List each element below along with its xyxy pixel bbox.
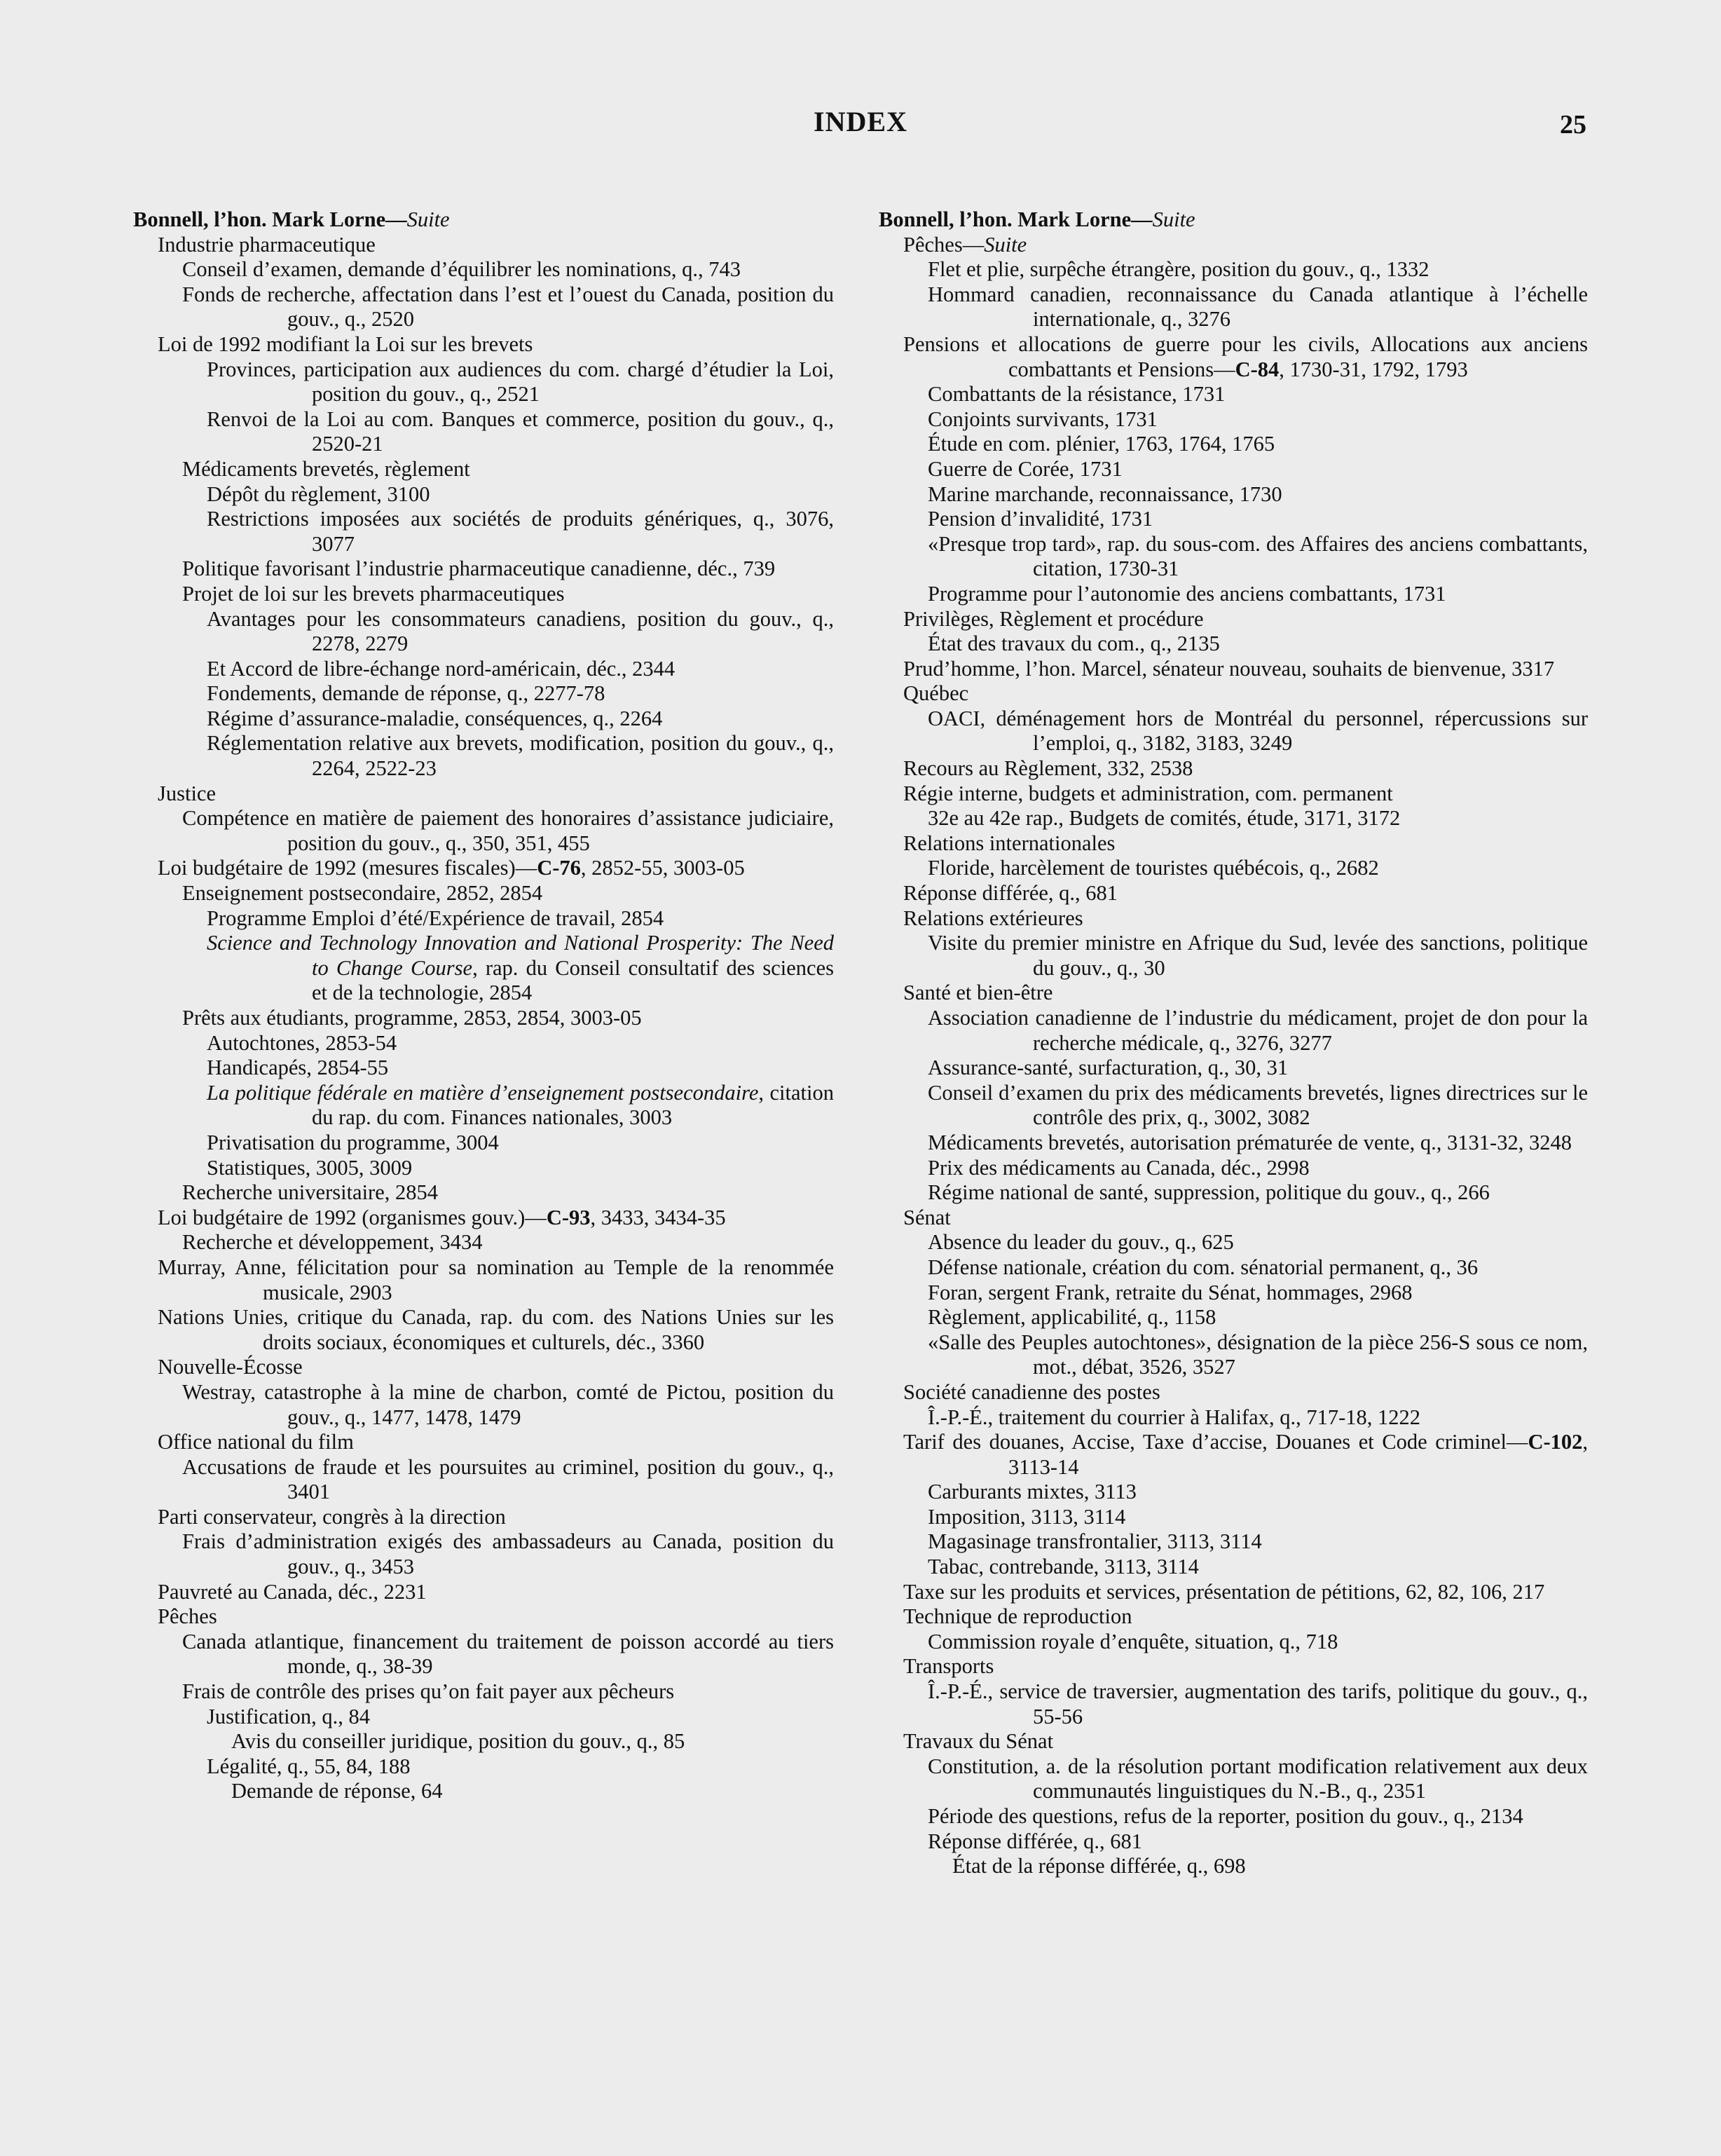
entry-text: Loi de 1992 modifiant la Loi sur les brevets	[158, 332, 533, 356]
index-entry	[182, 1380, 834, 1430]
index-entry	[158, 782, 834, 807]
index-entry	[928, 1405, 1588, 1431]
index-entry	[928, 532, 1588, 582]
index-entry	[207, 1754, 834, 1780]
entry-text: Commission royale d’enquête, situation, q., 718	[928, 1629, 1338, 1653]
entry-text: Constitution, a. de la résolution portant modification relativement aux deux communautés linguistiques du N.-B., q., 2351	[928, 1754, 1588, 1803]
entry-text: Transports	[903, 1654, 994, 1679]
index-entry	[928, 1754, 1588, 1804]
index-entry	[903, 906, 1588, 932]
index-entry	[207, 681, 834, 707]
entry-text: Québec	[903, 681, 969, 706]
index-entry	[928, 1156, 1588, 1181]
entry-text: Conjoints survivants, 1731	[928, 407, 1158, 431]
entry-text: Politique favorisant l’industrie pharmaceutique canadienne, déc., 739	[182, 557, 776, 581]
entry-text: Dépôt du règlement, 3100	[207, 482, 430, 506]
index-entry	[928, 1230, 1588, 1255]
index-entry	[182, 1630, 834, 1679]
entry-text: Prud’homme, l’hon. Marcel, sénateur nouveau, souhaits de bienvenue, 3317	[903, 656, 1555, 681]
running-title: INDEX	[814, 106, 907, 137]
entry-text: Suite	[406, 207, 450, 231]
index-entry	[231, 1779, 834, 1804]
index-entry	[903, 233, 1588, 258]
index-entry	[182, 1230, 834, 1255]
index-entry	[903, 681, 1588, 707]
index-entry	[928, 1255, 1588, 1281]
index-entry	[928, 707, 1588, 756]
index-entry	[928, 432, 1588, 457]
entry-text: Magasinage transfrontalier, 3113, 3114	[928, 1529, 1262, 1554]
index-entry	[158, 332, 834, 357]
entry-text: Régie interne, budgets et administration, com. permanent	[903, 781, 1393, 805]
entry-text: C-76	[537, 856, 581, 880]
index-entry	[207, 1056, 834, 1081]
entry-text: Frais d’administration exigés des ambassadeurs au Canada, position du gouv., q., 3453	[182, 1529, 834, 1579]
entry-text: Pensions et allocations de guerre pour les civils, Allocations aux anciens combattants et Pensions—	[903, 332, 1588, 381]
entry-text: Défense nationale, création du com. sénatorial permanent, q., 36	[928, 1255, 1479, 1279]
entry-text: Relations internationales	[903, 831, 1116, 855]
index-entry	[207, 1031, 834, 1056]
entry-text: Carburants mixtes, 3113	[928, 1480, 1137, 1504]
index-entry	[928, 931, 1588, 981]
entry-text: Loi budgétaire de 1992 (mesures fiscales)—	[158, 856, 537, 880]
entry-text: Légalité, q., 55, 84, 188	[207, 1754, 411, 1778]
index-entry	[952, 1854, 1588, 1879]
index-entry	[207, 731, 834, 781]
index-entry	[928, 582, 1588, 607]
index-entry	[158, 856, 834, 881]
entry-text: Loi budgétaire de 1992 (organismes gouv.)—	[158, 1205, 547, 1229]
index-entry	[903, 981, 1588, 1006]
index-entry	[207, 1705, 834, 1730]
entry-text: , 3433, 3434-35	[590, 1205, 726, 1229]
entry-text: Enseignement postsecondaire, 2852, 2854	[182, 881, 543, 906]
index-entry	[903, 831, 1588, 857]
page-number: 25	[1560, 110, 1586, 139]
entry-text: Privatisation du programme, 3004	[207, 1130, 499, 1154]
index-entry	[182, 282, 834, 332]
entry-text: Société canadienne des postes	[903, 1379, 1160, 1404]
index-entry	[158, 1604, 834, 1630]
index-entry	[928, 1505, 1588, 1530]
entry-text: La politique fédérale en matière d’enseignement postsecondaire	[207, 1080, 759, 1105]
index-entry	[231, 1729, 834, 1754]
index-entry	[182, 1180, 834, 1206]
entry-text: Technique de reproduction	[903, 1604, 1132, 1629]
index-entry	[928, 1829, 1588, 1855]
index-entry	[903, 782, 1588, 807]
entry-text: Hommard canadien, reconnaissance du Canada atlantique à l’échelle internationale, q., 3276	[928, 282, 1588, 332]
index-entry	[928, 1480, 1588, 1505]
entry-text: Frais de contrôle des prises qu’on fait payer aux pêcheurs	[182, 1679, 675, 1704]
entry-text: Nouvelle-Écosse	[158, 1355, 303, 1379]
index-entry	[928, 806, 1588, 831]
index-entry	[133, 207, 834, 233]
entry-text: Privilèges, Règlement et procédure	[903, 606, 1204, 631]
entry-text: Pêches	[158, 1604, 217, 1629]
entry-text: Prix des médicaments au Canada, déc., 2998	[928, 1155, 1310, 1180]
entry-text: Absence du leader du gouv., q., 625	[928, 1230, 1234, 1255]
entry-text: Compétence en matière de paiement des honoraires d’assistance judiciaire, position du gouv., q., 350, 351, 455	[182, 806, 834, 855]
index-entry	[182, 806, 834, 856]
index-entry	[182, 457, 834, 482]
index-entry	[207, 906, 834, 932]
index-entry	[903, 1654, 1588, 1679]
entry-text: Association canadienne de l’industrie du médicament, projet de don pour la recherche médicale, q., 3276, 3277	[928, 1006, 1588, 1055]
index-entry	[928, 1679, 1588, 1729]
index-entry	[158, 1505, 834, 1530]
index-entry	[928, 257, 1588, 282]
index-column-right	[879, 207, 1588, 1879]
index-entry	[207, 507, 834, 557]
entry-text: Conseil d’examen, demande d’équilibrer les nominations, q., 743	[182, 257, 741, 282]
entry-text: Période des questions, refus de la reporter, position du gouv., q., 2134	[928, 1804, 1523, 1828]
index-entry	[903, 332, 1588, 382]
index-entry	[158, 233, 834, 258]
index-entry	[182, 557, 834, 582]
entry-text: Programme Emploi d’été/Expérience de travail, 2854	[207, 906, 664, 930]
index-entry	[928, 282, 1588, 332]
entry-text: Avis du conseiller juridique, position du gouv., q., 85	[231, 1729, 685, 1754]
entry-text: Avantages pour les consommateurs canadiens, position du gouv., q., 2278, 2279	[207, 606, 834, 656]
index-entry	[928, 407, 1588, 432]
entry-text: «Salle des Peuples autochtones», désignation de la pièce 256-S sous ce nom, mot., débat, 3526, 3527	[928, 1330, 1588, 1379]
index-entry	[928, 507, 1588, 532]
entry-text: Suite	[984, 232, 1027, 257]
index-entry	[928, 856, 1588, 881]
entry-text: Nations Unies, critique du Canada, rap. du com. des Nations Unies sur les droits sociaux, économiques et culturels, déc., 3360	[158, 1305, 834, 1354]
entry-text: Science and Technology Innovation and National Prosperity: The Need to Change Course	[207, 931, 834, 980]
entry-text: C-102	[1528, 1430, 1583, 1454]
entry-text: Pauvreté au Canada, déc., 2231	[158, 1579, 427, 1604]
entry-text: «Presque trop tard», rap. du sous-com. des Affaires des anciens combattants, citation, 1730-31	[928, 531, 1588, 581]
index-entry	[207, 607, 834, 657]
index-entry	[903, 756, 1588, 782]
index-entry	[182, 257, 834, 282]
entry-text: Pêches—	[903, 232, 985, 257]
entry-text: Bonnell, l’hon. Mark Lorne—	[879, 207, 1153, 231]
index-entry	[158, 1580, 834, 1605]
index-column-left	[133, 207, 834, 1804]
entry-text: Réglementation relative aux brevets, modification, position du gouv., q., 2264, 2522-23	[207, 731, 834, 781]
entry-text: Office national du film	[158, 1430, 354, 1454]
index-entry	[903, 607, 1588, 632]
entry-text: Règlement, applicabilité, q., 1158	[928, 1305, 1216, 1330]
entry-text: État des travaux du com., q., 2135	[928, 632, 1220, 656]
entry-text: Assurance-santé, surfacturation, q., 30, 31	[928, 1056, 1289, 1080]
index-entry	[928, 1281, 1588, 1306]
entry-text: C-84	[1235, 357, 1280, 381]
entry-text: Fondements, demande de réponse, q., 2277-78	[207, 681, 605, 706]
index-entry	[928, 457, 1588, 482]
entry-text: , 3113-14	[1008, 1430, 1588, 1479]
index-entry	[928, 632, 1588, 657]
entry-text: Canada atlantique, financement du traitement de poisson accordé au tiers monde, q., 38-39	[182, 1629, 834, 1679]
index-entry	[928, 1555, 1588, 1580]
index-entry	[182, 1679, 834, 1705]
entry-text: Provinces, participation aux audiences du com. chargé d’étudier la Loi, position du gouv., q., 2521	[207, 357, 834, 407]
entry-text: Médicaments brevetés, règlement	[182, 456, 470, 481]
index-entry	[903, 1206, 1588, 1231]
entry-text: Guerre de Corée, 1731	[928, 456, 1123, 481]
index-entry	[207, 1131, 834, 1156]
entry-text: Visite du premier ministre en Afrique du Sud, levée des sanctions, politique du gouv., q., 30	[928, 931, 1588, 980]
index-entry	[903, 1729, 1588, 1754]
entry-text: Flet et plie, surpêche étrangère, position du gouv., q., 1332	[928, 257, 1429, 282]
entry-text: Tarif des douanes, Accise, Taxe d’accise, Douanes et Code criminel—	[903, 1430, 1528, 1454]
index-entry	[207, 407, 834, 457]
entry-text: 32e au 42e rap., Budgets de comités, étude, 3171, 3172	[928, 806, 1401, 831]
entry-text: État de la réponse différée, q., 698	[952, 1854, 1246, 1878]
entry-text: Relations extérieures	[903, 906, 1083, 930]
entry-text: Conseil d’examen du prix des médicaments brevetés, lignes directrices sur le contrôle des prix, q., 3002, 3082	[928, 1080, 1588, 1130]
entry-text: Tabac, contrebande, 3113, 3114	[928, 1555, 1199, 1579]
entry-text: Régime national de santé, suppression, politique du gouv., q., 266	[928, 1180, 1490, 1205]
index-entry	[928, 1804, 1588, 1829]
index-entry	[182, 1006, 834, 1031]
index-entry	[158, 1305, 834, 1355]
entry-text: Marine marchande, reconnaissance, 1730	[928, 482, 1282, 506]
index-entry	[207, 482, 834, 507]
index-entry	[903, 1604, 1588, 1630]
index-entry	[182, 1455, 834, 1505]
entry-text: Foran, sergent Frank, retraite du Sénat, hommages, 2968	[928, 1280, 1413, 1304]
entry-text: Et Accord de libre-échange nord-américain, déc., 2344	[207, 656, 676, 681]
entry-text: Renvoi de la Loi au com. Banques et commerce, position du gouv., q., 2520-21	[207, 407, 834, 456]
entry-text: Recherche universitaire, 2854	[182, 1180, 439, 1205]
entry-text: Demande de réponse, 64	[231, 1779, 443, 1803]
index-entry	[903, 657, 1588, 682]
entry-text: Bonnell, l’hon. Mark Lorne—	[133, 207, 407, 231]
entry-text: Autochtones, 2853-54	[207, 1030, 397, 1055]
entry-text: Parti conservateur, congrès à la direction	[158, 1504, 506, 1529]
index-entry	[207, 1156, 834, 1181]
index-entry	[928, 1305, 1588, 1330]
index-entry	[928, 1006, 1588, 1056]
index-entry	[903, 881, 1588, 906]
entry-text: Régime d’assurance-maladie, conséquences, q., 2264	[207, 706, 663, 730]
entry-text: , rap. du Conseil consultatif des sciences et de la technologie, 2854	[312, 955, 834, 1005]
entry-text: Étude en com. plénier, 1763, 1764, 1765	[928, 432, 1275, 456]
index-entry	[928, 1180, 1588, 1206]
entry-text: Justice	[158, 781, 217, 805]
entry-text: Santé et bien-être	[903, 981, 1053, 1005]
index-entry	[207, 657, 834, 682]
index-entry	[879, 207, 1588, 233]
entry-text: OACI, déménagement hors de Montréal du personnel, répercussions sur l’emploi, q., 3182, 3183, 3249	[928, 706, 1588, 756]
index-entry	[903, 1430, 1588, 1480]
entry-text: Prêts aux étudiants, programme, 2853, 2854, 3003-05	[182, 1006, 642, 1030]
index-entry	[158, 1255, 834, 1305]
entry-text: Combattants de la résistance, 1731	[928, 382, 1226, 407]
index-entry	[928, 1131, 1588, 1156]
index-entry	[182, 881, 834, 906]
index-entry	[928, 1081, 1588, 1131]
entry-text: Pension d’invalidité, 1731	[928, 507, 1153, 531]
index-entry	[903, 1580, 1588, 1605]
entry-text: , citation du rap. du com. Finances nationales, 3003	[312, 1080, 834, 1130]
index-entry	[207, 707, 834, 732]
entry-text: Projet de loi sur les brevets pharmaceutiques	[182, 581, 565, 606]
index-entry	[928, 382, 1588, 407]
entry-text: Réponse différée, q., 681	[928, 1829, 1143, 1853]
index-entry	[903, 1380, 1588, 1405]
entry-text: Î.-P.-É., service de traversier, augmentation des tarifs, politique du gouv., q., 55-56	[928, 1679, 1588, 1728]
entry-text: Programme pour l’autonomie des anciens combattants, 1731	[928, 581, 1446, 606]
entry-text: C-93	[546, 1205, 591, 1229]
entry-text: Statistiques, 3005, 3009	[207, 1155, 413, 1180]
entry-text: , 2852-55, 3003-05	[580, 856, 745, 880]
entry-text: Médicaments brevetés, autorisation prématurée de vente, q., 3131-32, 3248	[928, 1130, 1572, 1154]
entry-text: Floride, harcèlement de touristes québécois, q., 2682	[928, 856, 1379, 880]
index-entry	[207, 931, 834, 1006]
entry-text: Handicapés, 2854-55	[207, 1056, 389, 1080]
entry-text: Suite	[1152, 207, 1195, 231]
index-entry	[928, 1529, 1588, 1555]
index-entry	[928, 1330, 1588, 1380]
entry-text: Murray, Anne, félicitation pour sa nomination au Temple de la renommée musicale, 2903	[158, 1255, 834, 1304]
entry-text: Î.-P.-É., traitement du courrier à Halifax, q., 717-18, 1222	[928, 1405, 1420, 1429]
entry-text: Réponse différée, q., 681	[903, 881, 1118, 906]
index-entry	[158, 1430, 834, 1455]
entry-text: Recours au Règlement, 332, 2538	[903, 756, 1193, 781]
index-entry	[207, 357, 834, 407]
entry-text: Imposition, 3113, 3114	[928, 1504, 1126, 1529]
entry-text: Taxe sur les produits et services, présentation de pétitions, 62, 82, 106, 217	[903, 1579, 1545, 1604]
index-entry	[928, 482, 1588, 507]
entry-text: Recherche et développement, 3434	[182, 1230, 483, 1255]
entry-text: Fonds de recherche, affectation dans l’est et l’ouest du Canada, position du gouv., q., 2520	[182, 282, 834, 332]
index-entry	[182, 582, 834, 607]
entry-text: Industrie pharmaceutique	[158, 232, 376, 257]
index-entry	[928, 1056, 1588, 1081]
index-entry	[182, 1529, 834, 1579]
entry-text: Accusations de fraude et les poursuites au criminel, position du gouv., q., 3401	[182, 1454, 834, 1504]
entry-text: Westray, catastrophe à la mine de charbon, comté de Pictou, position du gouv., q., 1477, 1478, 1479	[182, 1379, 834, 1429]
index-entry	[207, 1081, 834, 1131]
index-entry	[928, 1630, 1588, 1655]
index-entry	[158, 1355, 834, 1380]
entry-text: Sénat	[903, 1205, 951, 1229]
index-entry	[158, 1206, 834, 1231]
entry-text: Restrictions imposées aux sociétés de produits génériques, q., 3076, 3077	[207, 507, 834, 556]
entry-text: , 1730-31, 1792, 1793	[1279, 357, 1468, 381]
entry-text: Travaux du Sénat	[903, 1729, 1054, 1754]
entry-text: Justification, q., 84	[207, 1704, 370, 1728]
